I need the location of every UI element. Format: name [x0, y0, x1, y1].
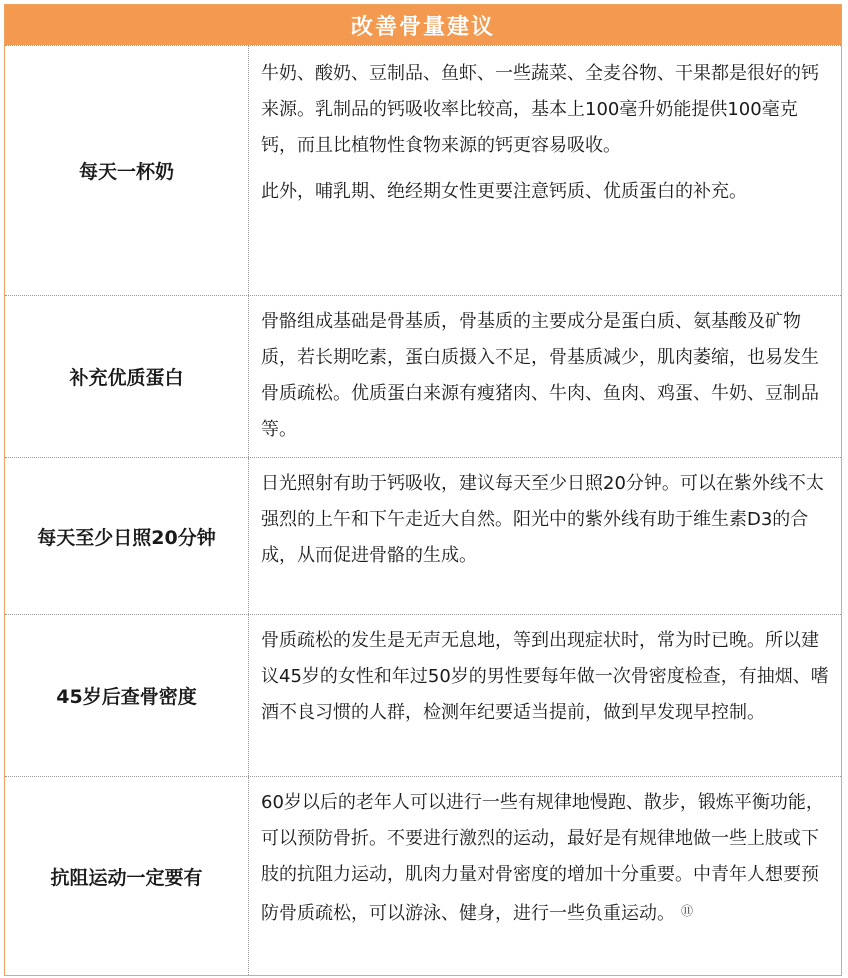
row-paragraph: 此外，哺乳期、绝经期女性更要注意钙质、优质蛋白的补充。 — [261, 181, 747, 202]
row-paragraph — [261, 785, 829, 932]
table-row — [5, 45, 841, 295]
table-row — [5, 457, 841, 614]
row-label: 补充优质蛋白 — [5, 296, 249, 457]
row-paragraph: 骨质疏松的发生是无声无息地，等到出现症状时，常为时已晚。所以建议45岁的女性和年过50岁的男性要每年做一次骨密度检查，有抽烟、嗜酒不良习惯的人群，检测年纪要适当提前，做到早发现早控制。 — [261, 630, 829, 723]
row-content — [249, 46, 841, 295]
row-content — [249, 296, 841, 457]
row-label: 45岁后查骨密度 — [5, 615, 249, 776]
table-title: 改善骨量建议 — [5, 5, 841, 45]
row-paragraph: 骨骼组成基础是骨基质，骨基质的主要成分是蛋白质、氨基酸及矿物质，若长期吃素，蛋白质摄入不足，骨基质减少，肌肉萎缩，也易发生骨质疏松。优质蛋白来源有瘦猪肉、牛肉、鱼肉、鸡蛋、牛奶、豆制品等。 — [261, 311, 819, 440]
row-label: 每天至少日照20分钟 — [5, 458, 249, 614]
row-content — [249, 615, 841, 776]
row-content — [249, 458, 841, 614]
table-row — [5, 776, 841, 975]
row-content — [249, 777, 841, 975]
row-paragraph: 牛奶、酸奶、豆制品、鱼虾、一些蔬菜、全麦谷物、干果都是很好的钙来源。乳制品的钙吸收率比较高，基本上100毫升奶能提供100毫克钙，而且比植物性食物来源的钙更容易吸收。 — [261, 63, 819, 156]
row-paragraph: 日光照射有助于钙吸收，建议每天至少日照20分钟。可以在紫外线不太强烈的上午和下午走近大自然。阳光中的紫外线有助于维生素D3的合成，从而促进骨骼的生成。 — [261, 473, 824, 566]
advice-table — [4, 4, 842, 976]
row-paragraph-text: 60岁以后的老年人可以进行一些有规律地慢跑、散步，锻炼平衡功能，可以预防骨折。不要进行激烈的运动，最好是有规律地做一些上肢或下肢的抗阻力运动，肌肉力量对骨密度的增加十分重要。中青年人想要预防骨质疏松，可以游泳、健身，进行一些负重运动。 — [261, 792, 824, 924]
row-label: 每天一杯奶 — [5, 46, 249, 295]
footnote-marker: ⑪ — [681, 904, 694, 918]
table-row — [5, 295, 841, 457]
table-row — [5, 614, 841, 776]
row-label: 抗阻运动一定要有 — [5, 777, 249, 975]
